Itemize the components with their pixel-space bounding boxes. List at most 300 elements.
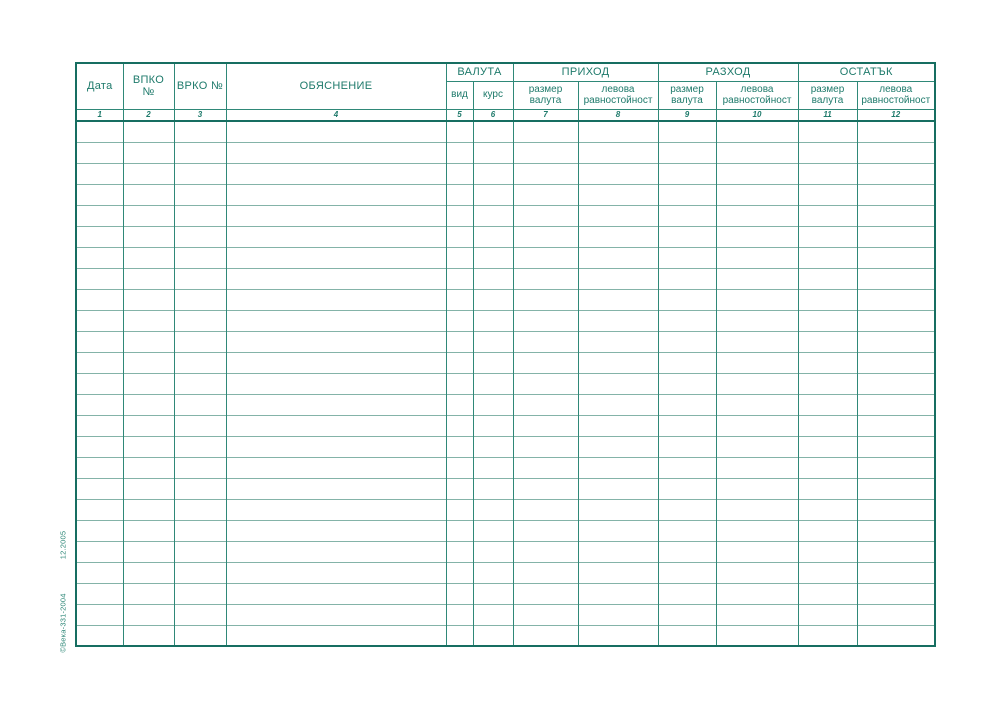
- ledger-cell-empty: [174, 520, 226, 541]
- column-number: 7: [513, 109, 578, 121]
- col-header-vpko-number: ВПКО №: [123, 63, 174, 109]
- ledger-cell-empty: [578, 352, 658, 373]
- ledger-cell-empty: [123, 331, 174, 352]
- ledger-cell-empty: [123, 436, 174, 457]
- subcol-header-balance-lev-equiv: левова равностойност: [857, 81, 935, 109]
- ledger-cell-empty: [658, 541, 716, 562]
- ledger-cell-empty: [226, 394, 446, 415]
- ledger-cell-empty: [857, 373, 935, 394]
- ledger-cell-empty: [716, 394, 798, 415]
- ledger-cell-empty: [513, 436, 578, 457]
- ledger-cell-empty: [473, 520, 513, 541]
- ledger-row: [76, 562, 935, 583]
- ledger-cell-empty: [226, 499, 446, 520]
- ledger-cell-empty: [226, 289, 446, 310]
- ledger-cell-empty: [716, 436, 798, 457]
- ledger-cell-empty: [123, 310, 174, 331]
- ledger-cell-empty: [76, 352, 123, 373]
- ledger-row: [76, 415, 935, 436]
- ledger-cell-empty: [798, 562, 857, 583]
- ledger-cell-empty: [473, 415, 513, 436]
- ledger-cell-empty: [446, 583, 473, 604]
- ledger-cell-empty: [226, 415, 446, 436]
- ledger-cell-empty: [513, 184, 578, 205]
- ledger-cell-empty: [473, 121, 513, 142]
- ledger-cell-empty: [76, 541, 123, 562]
- ledger-cell-empty: [513, 163, 578, 184]
- ledger-row: [76, 268, 935, 289]
- ledger-cell-empty: [123, 478, 174, 499]
- ledger-cell-empty: [857, 268, 935, 289]
- ledger-cell-empty: [473, 331, 513, 352]
- ledger-cell-empty: [716, 625, 798, 646]
- ledger-cell-empty: [716, 583, 798, 604]
- ledger-cell-empty: [513, 226, 578, 247]
- ledger-cell-empty: [857, 289, 935, 310]
- ledger-cell-empty: [226, 163, 446, 184]
- ledger-cell-empty: [123, 541, 174, 562]
- ledger-cell-empty: [174, 499, 226, 520]
- ledger-cell-empty: [174, 163, 226, 184]
- ledger-cell-empty: [513, 541, 578, 562]
- ledger-cell-empty: [226, 520, 446, 541]
- ledger-cell-empty: [658, 520, 716, 541]
- subcol-header-currency-rate: курс: [473, 81, 513, 109]
- ledger-cell-empty: [716, 247, 798, 268]
- ledger-cell-empty: [446, 352, 473, 373]
- column-number: 10: [716, 109, 798, 121]
- ledger-cell-empty: [513, 457, 578, 478]
- ledger-cell-empty: [226, 310, 446, 331]
- ledger-cell-empty: [473, 289, 513, 310]
- ledger-cell-empty: [226, 373, 446, 394]
- ledger-cell-empty: [578, 415, 658, 436]
- subcol-header-expense-lev-equiv: левова равностойност: [716, 81, 798, 109]
- ledger-cell-empty: [716, 184, 798, 205]
- ledger-cell-empty: [658, 184, 716, 205]
- ledger-cell-empty: [76, 415, 123, 436]
- ledger-cell-empty: [798, 121, 857, 142]
- ledger-cell-empty: [658, 373, 716, 394]
- ledger-cell-empty: [857, 352, 935, 373]
- ledger-cell-empty: [658, 205, 716, 226]
- ledger-row: [76, 163, 935, 184]
- ledger-cell-empty: [174, 583, 226, 604]
- ledger-row: [76, 541, 935, 562]
- ledger-cell-empty: [513, 625, 578, 646]
- ledger-cell-empty: [798, 541, 857, 562]
- ledger-cell-empty: [798, 373, 857, 394]
- group-header-balance: ОСТАТЪК: [798, 63, 935, 81]
- ledger-cell-empty: [446, 625, 473, 646]
- ledger-cell-empty: [513, 352, 578, 373]
- ledger-cell-empty: [226, 142, 446, 163]
- ledger-cell-empty: [658, 457, 716, 478]
- ledger-cell-empty: [76, 205, 123, 226]
- ledger-cell-empty: [76, 373, 123, 394]
- ledger-cell-empty: [226, 352, 446, 373]
- ledger-cell-empty: [123, 499, 174, 520]
- ledger-cell-empty: [716, 226, 798, 247]
- ledger-cell-empty: [798, 352, 857, 373]
- column-number: 8: [578, 109, 658, 121]
- ledger-cell-empty: [716, 163, 798, 184]
- ledger-cell-empty: [857, 184, 935, 205]
- ledger-cell-empty: [123, 415, 174, 436]
- ledger-cell-empty: [857, 310, 935, 331]
- ledger-cell-empty: [76, 163, 123, 184]
- ledger-cell-empty: [578, 625, 658, 646]
- ledger-cell-empty: [76, 457, 123, 478]
- ledger-cell-empty: [446, 541, 473, 562]
- subcol-header-balance-amount: размер валута: [798, 81, 857, 109]
- ledger-cell-empty: [226, 625, 446, 646]
- ledger-cell-empty: [798, 604, 857, 625]
- ledger-cell-empty: [658, 121, 716, 142]
- column-number: 4: [226, 109, 446, 121]
- ledger-cell-empty: [473, 352, 513, 373]
- ledger-cell-empty: [446, 184, 473, 205]
- ledger-cell-empty: [798, 205, 857, 226]
- ledger-cell-empty: [76, 268, 123, 289]
- ledger-body: [76, 121, 935, 646]
- ledger-cell-empty: [578, 121, 658, 142]
- ledger-row: [76, 499, 935, 520]
- ledger-cell-empty: [174, 562, 226, 583]
- ledger-cell-empty: [446, 226, 473, 247]
- column-number: 3: [174, 109, 226, 121]
- ledger-cell-empty: [174, 478, 226, 499]
- ledger-cell-empty: [716, 457, 798, 478]
- ledger-cell-empty: [857, 142, 935, 163]
- ledger-row: [76, 310, 935, 331]
- ledger-cell-empty: [798, 142, 857, 163]
- ledger-cell-empty: [716, 121, 798, 142]
- subcol-header-expense-amount: размер валута: [658, 81, 716, 109]
- ledger-cell-empty: [857, 121, 935, 142]
- ledger-cell-empty: [513, 415, 578, 436]
- ledger-cell-empty: [716, 310, 798, 331]
- ledger-cell-empty: [123, 562, 174, 583]
- ledger-cell-empty: [857, 625, 935, 646]
- ledger-cell-empty: [578, 478, 658, 499]
- ledger-cell-empty: [473, 142, 513, 163]
- ledger-cell-empty: [76, 436, 123, 457]
- ledger-cell-empty: [857, 436, 935, 457]
- ledger-cell-empty: [857, 331, 935, 352]
- ledger-cell-empty: [798, 268, 857, 289]
- ledger-cell-empty: [578, 205, 658, 226]
- ledger-cell-empty: [446, 205, 473, 226]
- ledger-cell-empty: [658, 394, 716, 415]
- ledger-cell-empty: [76, 499, 123, 520]
- ledger-cell-empty: [513, 520, 578, 541]
- ledger-cell-empty: [658, 142, 716, 163]
- ledger-cell-empty: [716, 331, 798, 352]
- ledger-row: [76, 142, 935, 163]
- column-number: 11: [798, 109, 857, 121]
- ledger-cell-empty: [578, 268, 658, 289]
- ledger-cell-empty: [473, 436, 513, 457]
- ledger-cell-empty: [716, 373, 798, 394]
- column-number: 2: [123, 109, 174, 121]
- ledger-cell-empty: [123, 604, 174, 625]
- ledger-cell-empty: [446, 163, 473, 184]
- ledger-cell-empty: [123, 289, 174, 310]
- ledger-cell-empty: [578, 457, 658, 478]
- ledger-cell-empty: [76, 142, 123, 163]
- ledger-cell-empty: [174, 373, 226, 394]
- ledger-cell-empty: [798, 499, 857, 520]
- ledger-cell-empty: [446, 604, 473, 625]
- ledger-cell-empty: [513, 394, 578, 415]
- header-row-groups: [76, 63, 935, 81]
- ledger-cell-empty: [716, 205, 798, 226]
- ledger-cell-empty: [174, 289, 226, 310]
- ledger-cell-empty: [446, 121, 473, 142]
- ledger-cell-empty: [513, 247, 578, 268]
- ledger-cell-empty: [658, 478, 716, 499]
- ledger-cell-empty: [123, 142, 174, 163]
- ledger-cell-empty: [473, 373, 513, 394]
- ledger-cell-empty: [226, 541, 446, 562]
- ledger-cell-empty: [716, 415, 798, 436]
- ledger-cell-empty: [658, 562, 716, 583]
- ledger-cell-empty: [578, 394, 658, 415]
- ledger-cell-empty: [513, 373, 578, 394]
- ledger-cell-empty: [446, 478, 473, 499]
- ledger-cell-empty: [798, 436, 857, 457]
- ledger-cell-empty: [446, 499, 473, 520]
- ledger-cell-empty: [578, 436, 658, 457]
- column-number: 6: [473, 109, 513, 121]
- ledger-cell-empty: [76, 121, 123, 142]
- ledger-cell-empty: [123, 247, 174, 268]
- ledger-cell-empty: [226, 457, 446, 478]
- ledger-cell-empty: [513, 205, 578, 226]
- ledger-cell-empty: [798, 163, 857, 184]
- group-header-currency: ВАЛУТА: [446, 63, 513, 81]
- ledger-cell-empty: [857, 394, 935, 415]
- ledger-cell-empty: [446, 520, 473, 541]
- ledger-cell-empty: [578, 604, 658, 625]
- ledger-cell-empty: [123, 121, 174, 142]
- ledger-cell-empty: [578, 184, 658, 205]
- ledger-row: [76, 289, 935, 310]
- group-header-income: ПРИХОД: [513, 63, 658, 81]
- ledger-row: [76, 457, 935, 478]
- print-date-vertical-label: 12.2005: [58, 530, 68, 560]
- ledger-cell-empty: [174, 121, 226, 142]
- ledger-cell-empty: [578, 583, 658, 604]
- ledger-cell-empty: [658, 436, 716, 457]
- ledger-cell-empty: [446, 373, 473, 394]
- ledger-cell-empty: [513, 289, 578, 310]
- ledger-cell-empty: [76, 583, 123, 604]
- ledger-cell-empty: [798, 394, 857, 415]
- ledger-cell-empty: [123, 394, 174, 415]
- ledger-cell-empty: [446, 310, 473, 331]
- ledger-cell-empty: [798, 478, 857, 499]
- ledger-cell-empty: [658, 625, 716, 646]
- ledger-cell-empty: [798, 331, 857, 352]
- ledger-cell-empty: [76, 394, 123, 415]
- ledger-row: [76, 625, 935, 646]
- ledger-cell-empty: [473, 163, 513, 184]
- column-number: 5: [446, 109, 473, 121]
- ledger-cell-empty: [857, 205, 935, 226]
- ledger-cell-empty: [857, 499, 935, 520]
- ledger-cell-empty: [123, 163, 174, 184]
- ledger-cell-empty: [174, 247, 226, 268]
- ledger-cell-empty: [578, 562, 658, 583]
- ledger-cell-empty: [658, 331, 716, 352]
- ledger-cell-empty: [174, 205, 226, 226]
- ledger-cell-empty: [76, 331, 123, 352]
- ledger-cell-empty: [578, 331, 658, 352]
- copyright-vertical-label: ©Века-331-2004: [58, 593, 68, 653]
- ledger-cell-empty: [174, 184, 226, 205]
- currency-ledger-table: [75, 62, 936, 647]
- ledger-cell-empty: [473, 478, 513, 499]
- ledger-cell-empty: [123, 583, 174, 604]
- ledger-cell-empty: [76, 310, 123, 331]
- ledger-row: [76, 226, 935, 247]
- ledger-cell-empty: [578, 247, 658, 268]
- ledger-cell-empty: [513, 583, 578, 604]
- ledger-cell-empty: [716, 289, 798, 310]
- ledger-cell-empty: [446, 331, 473, 352]
- ledger-cell-empty: [446, 562, 473, 583]
- ledger-cell-empty: [798, 247, 857, 268]
- ledger-cell-empty: [226, 478, 446, 499]
- ledger-cell-empty: [226, 226, 446, 247]
- ledger-cell-empty: [857, 604, 935, 625]
- ledger-cell-empty: [798, 310, 857, 331]
- ledger-cell-empty: [226, 247, 446, 268]
- ledger-cell-empty: [446, 142, 473, 163]
- ledger-cell-empty: [123, 268, 174, 289]
- ledger-row: [76, 478, 935, 499]
- ledger-cell-empty: [174, 625, 226, 646]
- ledger-row: [76, 436, 935, 457]
- group-header-expense: РАЗХОД: [658, 63, 798, 81]
- ledger-cell-empty: [578, 499, 658, 520]
- ledger-cell-empty: [473, 499, 513, 520]
- ledger-cell-empty: [716, 478, 798, 499]
- ledger-cell-empty: [76, 289, 123, 310]
- ledger-cell-empty: [174, 541, 226, 562]
- ledger-cell-empty: [658, 268, 716, 289]
- ledger-cell-empty: [76, 184, 123, 205]
- ledger-cell-empty: [473, 268, 513, 289]
- ledger-cell-empty: [857, 478, 935, 499]
- ledger-row: [76, 331, 935, 352]
- ledger-cell-empty: [857, 457, 935, 478]
- ledger-cell-empty: [473, 457, 513, 478]
- ledger-cell-empty: [513, 142, 578, 163]
- ledger-row: [76, 583, 935, 604]
- ledger-cell-empty: [123, 520, 174, 541]
- ledger-cell-empty: [174, 436, 226, 457]
- ledger-cell-empty: [76, 520, 123, 541]
- ledger-cell-empty: [658, 499, 716, 520]
- ledger-cell-empty: [578, 289, 658, 310]
- ledger-cell-empty: [446, 415, 473, 436]
- ledger-cell-empty: [174, 394, 226, 415]
- ledger-cell-empty: [174, 457, 226, 478]
- ledger-cell-empty: [473, 562, 513, 583]
- ledger-cell-empty: [798, 520, 857, 541]
- ledger-cell-empty: [226, 205, 446, 226]
- ledger-cell-empty: [658, 247, 716, 268]
- ledger-cell-empty: [578, 163, 658, 184]
- ledger-cell-empty: [716, 499, 798, 520]
- ledger-cell-empty: [513, 121, 578, 142]
- ledger-cell-empty: [123, 184, 174, 205]
- ledger-cell-empty: [578, 373, 658, 394]
- ledger-cell-empty: [716, 352, 798, 373]
- ledger-cell-empty: [446, 268, 473, 289]
- ledger-cell-empty: [513, 499, 578, 520]
- col-header-explanation: ОБЯСНЕНИЕ: [226, 63, 446, 109]
- ledger-cell-empty: [716, 562, 798, 583]
- ledger-cell-empty: [716, 142, 798, 163]
- ledger-cell-empty: [857, 247, 935, 268]
- ledger-cell-empty: [174, 352, 226, 373]
- ledger-cell-empty: [578, 310, 658, 331]
- ledger-row: [76, 604, 935, 625]
- ledger-cell-empty: [578, 520, 658, 541]
- ledger-cell-empty: [857, 562, 935, 583]
- ledger-cell-empty: [123, 373, 174, 394]
- ledger-row: [76, 205, 935, 226]
- column-number: 1: [76, 109, 123, 121]
- ledger-cell-empty: [226, 562, 446, 583]
- ledger-cell-empty: [174, 310, 226, 331]
- ledger-cell-empty: [226, 268, 446, 289]
- ledger-cell-empty: [658, 289, 716, 310]
- ledger-cell-empty: [798, 457, 857, 478]
- ledger-cell-empty: [857, 415, 935, 436]
- ledger-cell-empty: [798, 583, 857, 604]
- ledger-cell-empty: [716, 541, 798, 562]
- ledger-cell-empty: [226, 436, 446, 457]
- ledger-cell-empty: [658, 163, 716, 184]
- col-header-date: Дата: [76, 63, 123, 109]
- ledger-cell-empty: [473, 247, 513, 268]
- ledger-row: [76, 520, 935, 541]
- ledger-cell-empty: [473, 310, 513, 331]
- ledger-cell-empty: [658, 352, 716, 373]
- ledger-cell-empty: [473, 226, 513, 247]
- ledger-cell-empty: [798, 289, 857, 310]
- ledger-cell-empty: [658, 583, 716, 604]
- ledger-cell-empty: [473, 625, 513, 646]
- ledger-cell-empty: [76, 247, 123, 268]
- ledger-cell-empty: [857, 226, 935, 247]
- ledger-cell-empty: [578, 142, 658, 163]
- ledger-cell-empty: [174, 415, 226, 436]
- ledger-cell-empty: [123, 457, 174, 478]
- ledger-cell-empty: [716, 520, 798, 541]
- ledger-cell-empty: [76, 478, 123, 499]
- ledger-cell-empty: [446, 289, 473, 310]
- ledger-cell-empty: [578, 541, 658, 562]
- ledger-cell-empty: [658, 310, 716, 331]
- ledger-cell-empty: [226, 121, 446, 142]
- ledger-cell-empty: [716, 268, 798, 289]
